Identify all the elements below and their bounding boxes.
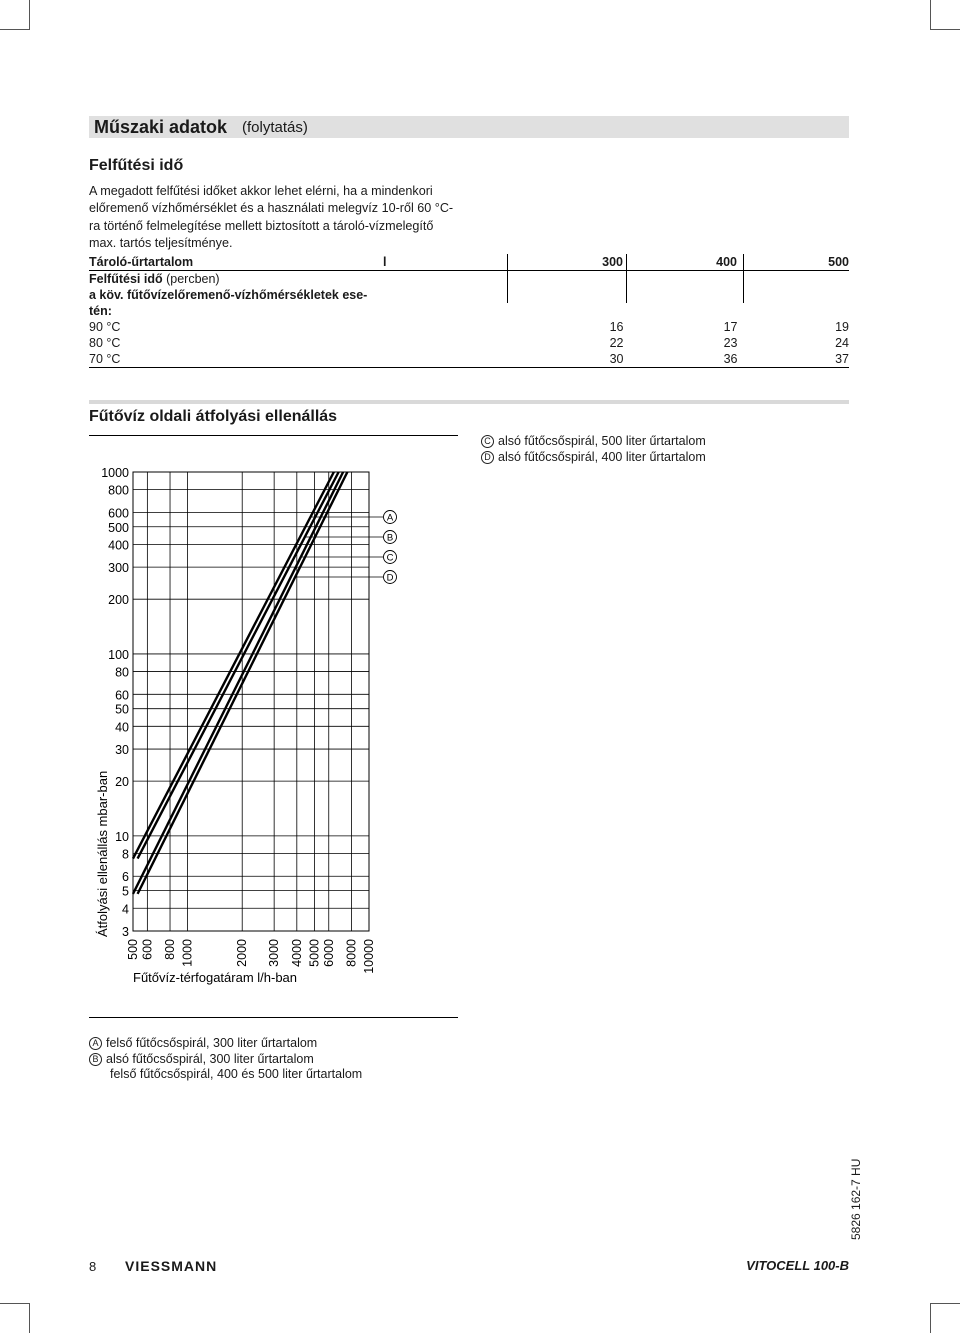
y-tick-label: 100: [108, 647, 129, 662]
legend-text: alsó fűtőcsőspirál, 400 liter űrtartalom: [498, 449, 706, 464]
x-tick-label: 2000: [235, 939, 250, 967]
section-title: Műszaki adatok: [94, 117, 228, 137]
x-tick-label: 5000: [307, 939, 322, 967]
temp-cell: 70 °C: [89, 351, 508, 368]
y-tick-label: 50: [115, 702, 129, 717]
curve-marker-label: C: [386, 552, 394, 564]
y-tick-label: 200: [108, 593, 129, 608]
table-header-cell: 400: [627, 254, 744, 271]
legend-text: alsó fűtőcsőspirál, 500 liter űrtartalom: [498, 434, 706, 448]
legend-item: [89, 1036, 362, 1052]
temp-cell: 80 °C: [89, 336, 121, 350]
value-cell: 36: [627, 351, 744, 368]
curve-marker-label: B: [386, 532, 394, 544]
x-tick-label: 600: [140, 939, 155, 960]
y-tick-label: 3: [122, 925, 129, 939]
x-tick-label: 4000: [289, 939, 304, 967]
legend-bottom: [89, 1036, 362, 1083]
capacity-label: Tároló-űrtartalom: [89, 255, 194, 269]
y-tick-label: 5: [122, 884, 129, 899]
legend-letter-c: C: [481, 435, 494, 448]
x-axis-label: Fűtővíz-térfogatáram l/h-ban: [133, 970, 298, 985]
x-tick-label: 10000: [362, 939, 376, 974]
curve-a: [133, 472, 334, 859]
legend-text: alsó fűtőcsőspirál, 300 liter űrtartalom: [106, 1051, 314, 1066]
x-tick-labels: [126, 939, 376, 974]
y-tick-label: 80: [115, 665, 129, 680]
paragraph-line: előremenő vízhőmérséklet és a használati melegvíz 10-ről 60 °C-: [89, 201, 454, 216]
temp-label-line: tén:: [89, 304, 112, 318]
x-tick-label: 500: [126, 939, 140, 960]
y-tick-label: 20: [115, 775, 129, 790]
chart-frame: [133, 472, 369, 931]
paragraph-line: ra történő felmelegítése mellett biztosított a tároló-vízmelegítő: [89, 218, 434, 233]
value-cell: 23: [723, 336, 738, 350]
y-tick-label: 40: [115, 720, 129, 735]
value-cell: 19: [835, 320, 849, 334]
value-cell: 30: [508, 351, 627, 368]
x-tick-label: 8000: [344, 939, 359, 967]
legend-letter-b: B: [89, 1053, 102, 1066]
paragraph-line: max. tartós teljesítménye.: [89, 235, 233, 250]
time-unit-label: (percben): [162, 272, 220, 286]
legend-letter-d: D: [481, 451, 494, 464]
heating-time-heading: Felfűtési idő: [89, 157, 184, 174]
table-header-cell: 300: [508, 254, 627, 271]
legend-item: [89, 1067, 362, 1083]
y-tick-label: 10: [115, 829, 129, 844]
table-header-cell: 500: [744, 254, 850, 271]
y-tick-label: 8: [122, 847, 129, 862]
section-subtitle: (folytatás): [242, 119, 308, 136]
product-name: VITOCELL 100-B: [746, 1258, 849, 1273]
y-tick-label: 300: [108, 561, 129, 576]
flow-resistance-heading: Fűtővíz oldali átfolyási ellenállás: [89, 408, 338, 425]
page-number: 8: [89, 1259, 97, 1274]
y-tick-label: 400: [108, 538, 129, 553]
chart-grid: [133, 472, 369, 931]
y-tick-label: 500: [108, 520, 129, 535]
curve-marker-label: A: [386, 512, 394, 524]
y-tick-label: 600: [108, 506, 129, 521]
x-tick-label: 3000: [267, 939, 282, 967]
y-tick-label: 800: [108, 483, 129, 498]
time-label: Felfűtési idő: [89, 272, 163, 286]
temp-label-line: a köv. fűtővízelőremenő-vízhőmérsékletek ese-: [89, 288, 368, 302]
value-cell: 17: [723, 320, 738, 334]
x-tick-label: 6000: [321, 939, 336, 967]
chart-curves: [133, 472, 347, 894]
x-tick-label: 800: [163, 939, 178, 960]
legend-text: felső fűtőcsőspirál, 400 és 500 liter űrtartalom: [110, 1067, 363, 1081]
value-cell: 22: [609, 336, 624, 350]
paragraph-line: A megadott felfűtési időket akkor lehet elérni, ha a mindenkori: [89, 184, 433, 198]
unit-label: l: [383, 255, 387, 269]
legend-text: felső fűtőcsőspirál, 300 liter űrtartalom: [106, 1036, 318, 1050]
curve-c: [133, 472, 343, 894]
x-tick-label: 1000: [180, 939, 195, 967]
temp-cell: 90 °C: [89, 320, 121, 334]
chart-bottom-rule: [89, 1017, 458, 1018]
document-number: 5826 162-7 HU: [849, 1158, 863, 1240]
y-tick-label: 6: [122, 870, 129, 885]
brand-logo: VIESSMANN: [125, 1258, 218, 1274]
y-axis-label: Átfolyási ellenállás mbar-ban: [95, 770, 110, 937]
value-cell: 16: [609, 320, 624, 334]
legend-item: [89, 1052, 362, 1068]
value-cell: 24: [835, 336, 849, 350]
y-tick-label: 60: [115, 688, 129, 703]
y-tick-label: 4: [122, 902, 129, 917]
legend-letter-a: A: [89, 1037, 102, 1050]
y-tick-label: 1000: [101, 466, 129, 480]
y-tick-label: 30: [115, 743, 129, 758]
value-cell: 37: [744, 351, 850, 368]
curve-b: [138, 472, 339, 859]
curve-marker-label: D: [386, 572, 394, 584]
